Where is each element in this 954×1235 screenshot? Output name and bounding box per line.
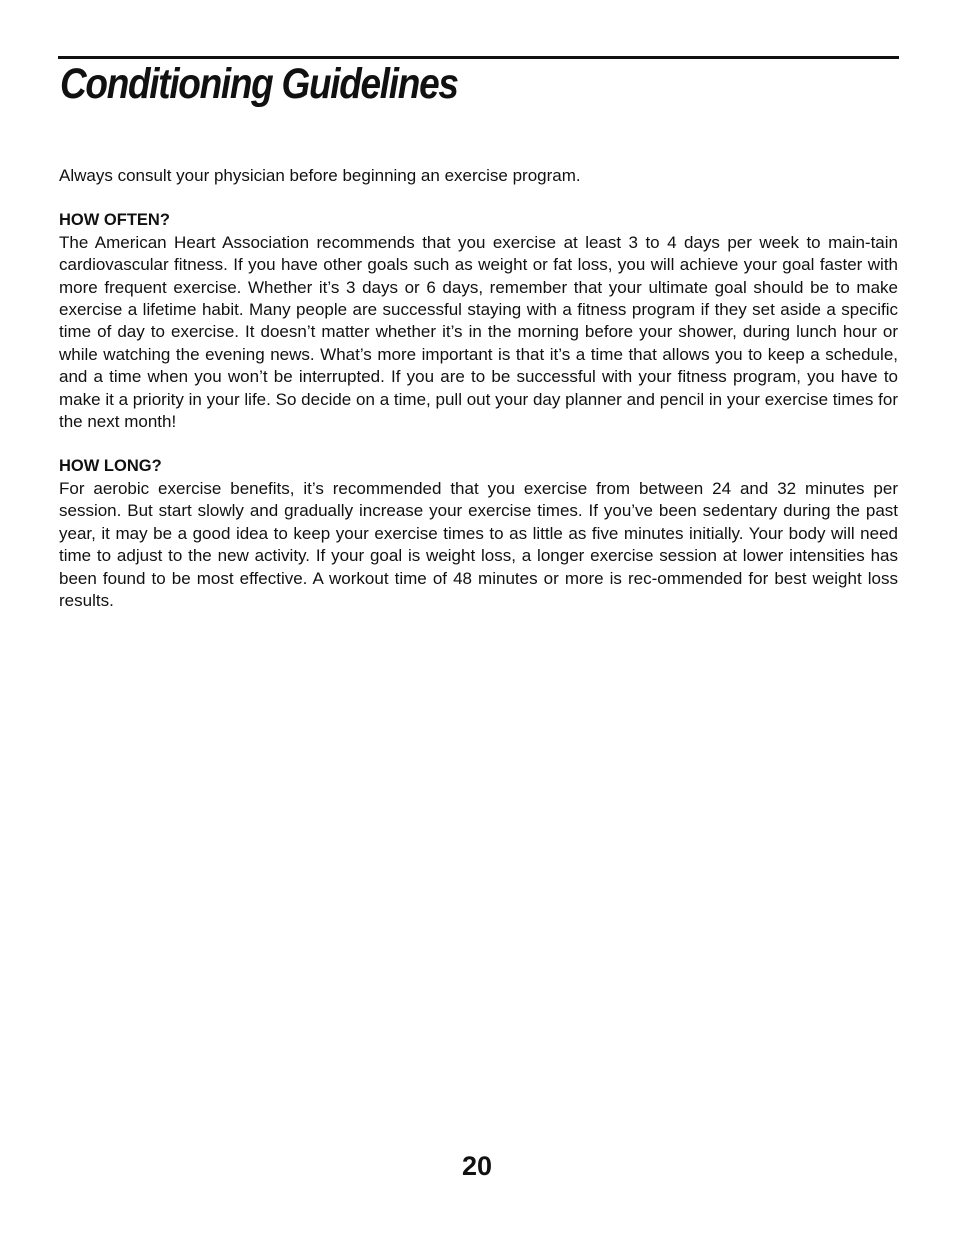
section-body-how-long: For aerobic exercise benefits, it’s recommended that you exercise from between 24 and 32 minutes per session. But start slowly and gradually increase your exercise times. If you’ve been sedentary during the past year, it may be a good idea to keep your exercise times to as little as five minutes initially. Your body will need time to adjust to the new activity. If your goal is weight loss, a longer exercise session at lower intensities has been found to be most effective. A workout time of 48 minutes or more is rec-ommended for best weight loss results.	[59, 478, 898, 610]
section-heading-how-long: HOW LONG?	[59, 457, 162, 476]
page-number: 20	[461, 1151, 493, 1181]
page-content	[59, 165, 898, 634]
section-heading-how-often: HOW OFTEN?	[59, 211, 170, 230]
top-rule	[58, 56, 899, 59]
section-how-long	[59, 455, 898, 612]
intro-paragraph: Always consult your physician before beginning an exercise program.	[59, 166, 581, 185]
section-how-often	[59, 209, 898, 433]
page-title: Conditioning Guidelines	[60, 60, 458, 108]
section-body-how-often: The American Heart Association recommends that you exercise at least 3 to 4 days per week to main-tain cardiovascular fitness. If you have other goals such as weight or fat loss, you will achieve your goal faster with more frequent exercise. Whether it’s 3 days or 6 days, remember that your ultimate goal should be to make exercise a lifetime habit. Many people are successful staying with a fitness program if they set aside a specific time of day to exercise. It doesn’t matter whether it’s in the morning before your shower, during lunch hour or while watching the evening news. What’s more important is that it’s a time that allows you to keep a schedule, and a time when you won’t be interrupted. If you are to be successful with your fitness program, you have to make it a priority in your life. So decide on a time, pull out your day planner and pencil in your exercise times for the next month!	[59, 232, 898, 432]
